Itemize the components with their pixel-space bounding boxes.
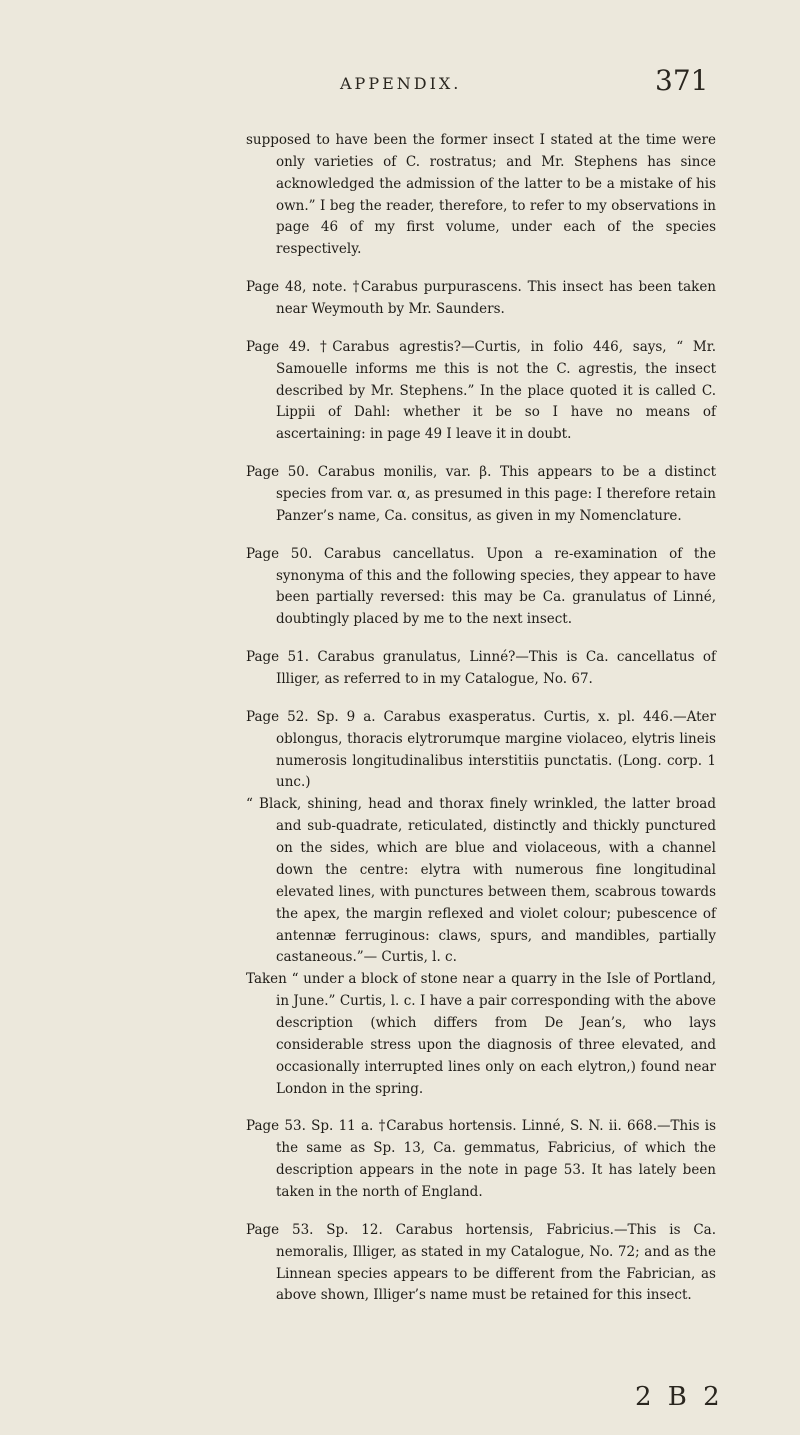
paragraph-description-quote: “ Black, shining, head and thorax finely wrinkled, the latter broad and sub-quadrate, reticulated, distinctly and thickly punctured on the sides, which are blue and violaceous, with a channel down the centre: elytra with numerous fine longitudinal elevated lines, with punctures between them, scabrous towards the apex, the margin reflexed and violet colour; pubescence of antennæ ferruginous: claws, spurs, and mandibles, partially castaneous.”— Curtis, l. c. xyxy=(246,796,716,966)
paragraph-page-50-monilis: Page 50. Carabus monilis, var. β. This appears to be a distinct species from var. α, as presumed in this page: I therefore retain Panzer’s name, Ca. consitus, as given in my Nomenclature. xyxy=(246,464,716,524)
running-head xyxy=(0,64,800,104)
paragraph-continuation: supposed to have been the former insect I stated at the time were only varieties of C. rostratus; and Mr. Stephens has since acknowledged the admission of the latter to be a mistake of his own.” I beg the reader, therefore, to refer to my observations in page 46 of my first volume, under each of the species respectively. xyxy=(246,132,716,258)
paragraph-taken-note: Taken “ under a block of stone near a quarry in the Isle of Portland, in June.” Curtis, l. c. I have a pair corresponding with the above description (which differs from De Jean’s, who lays considerable stress upon the diagnosis of three elevated, and occasionally interrupted lines only on each elytron,) found near London in the spring. xyxy=(246,971,716,1097)
page-number: 371 xyxy=(655,64,709,97)
paragraph-page-52: Page 52. Sp. 9 a. Carabus exasperatus. Curtis, x. pl. 446.—Ater oblongus, thoracis elytrorumque margine violaceo, elytris lineis numerosis longitudinalibus interstitiis punctatis. (Long. corp. 1 unc.) xyxy=(246,708,716,791)
paragraph-page-53-sp-12: Page 53. Sp. 12. Carabus hortensis, Fabricius.—This is Ca. nemoralis, Illiger, as stated in my Catalogue, No. 72; and as the Linnean species appears to be different from the Fabrician, as above shown, Illiger’s name must be retained for this insect. xyxy=(246,1221,716,1304)
running-title: APPENDIX. xyxy=(340,74,462,93)
paragraph-page-48: Page 48, note. †Carabus purpurascens. This insect has been taken near Weymouth by Mr. Saunders. xyxy=(246,279,716,318)
paragraph-page-53-sp-11a: Page 53. Sp. 11 a. †Carabus hortensis. Linné, S. N. ii. 668.—This is the same as Sp. 13, Ca. gemmatus, Fabricius, of which the description appears in the note in page 53. It has lately been taken in the north of England. xyxy=(246,1118,716,1200)
paragraph-page-51: Page 51. Carabus granulatus, Linné?—This is Ca. cancellatus of Illiger, as referred to in my Catalogue, No. 67. xyxy=(246,649,716,688)
paragraph-page-50-cancellatus: Page 50. Carabus cancellatus. Upon a re-examination of the synonyma of this and the following species, they appear to have been partially reversed: this may be Ca. granulatus of Linné, doubtingly placed by me to the next insect. xyxy=(246,545,716,628)
signature-mark: 2 B 2 xyxy=(635,1382,724,1412)
paragraph-page-49: Page 49. †Carabus agrestis?—Curtis, in folio 446, says, “ Mr. Samouelle informs me this is not the C. agrestis, the insect described by Mr. Stephens.” In the place quoted it is called C. Lippii of Dahl: whether it be so I have no means of ascertaining: in page 49 I leave it in doubt. xyxy=(246,338,716,443)
body-text xyxy=(246,130,716,1323)
